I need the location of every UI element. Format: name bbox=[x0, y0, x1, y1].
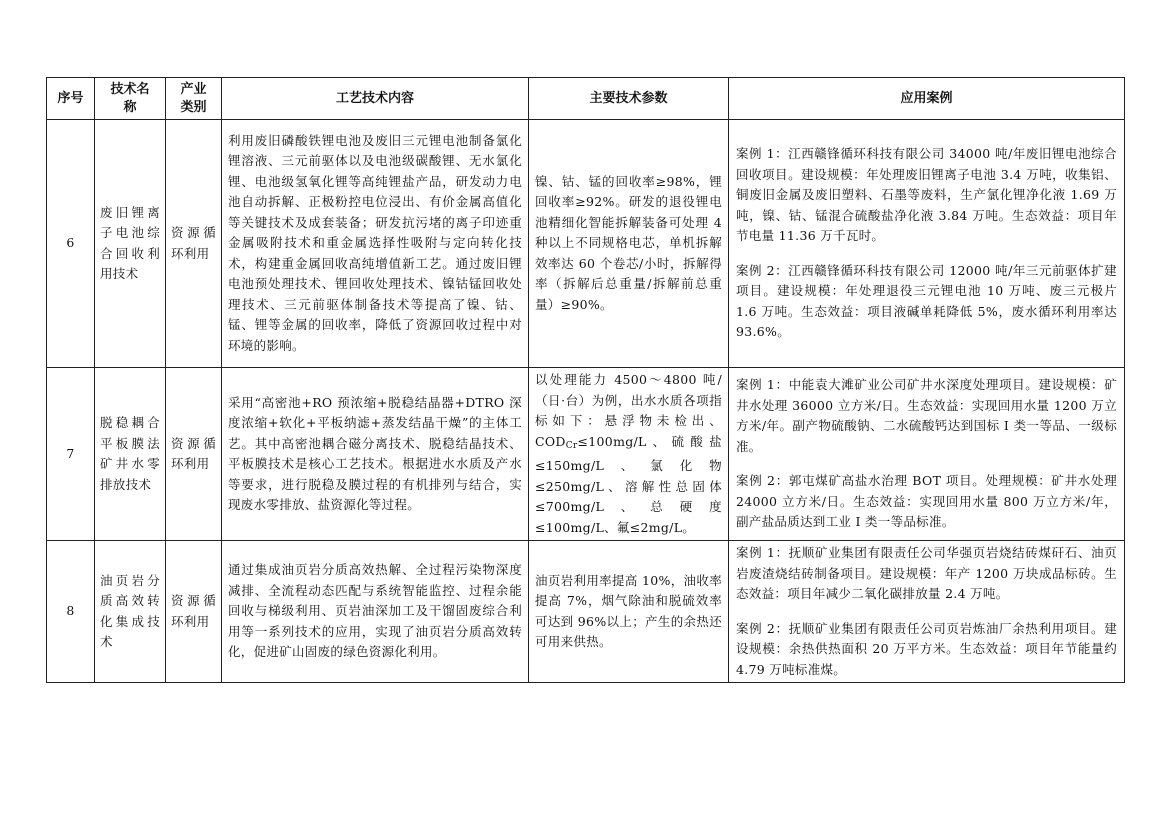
page bbox=[46, 77, 1124, 683]
case-2: 案例 2：抚顺矿业集团有限责任公司页岩炼油厂余热利用项目。建设规模：余热供热面积 20 万平方米。生态效益：项目年节能量约 4.79 万吨标准煤。 bbox=[736, 620, 1117, 677]
application-cases bbox=[729, 541, 1125, 683]
header-params: 主要技术参数 bbox=[529, 78, 729, 120]
header-no: 序号 bbox=[47, 78, 95, 120]
row-number: 7 bbox=[47, 368, 95, 541]
process-content: 利用废旧磷酸铁锂电池及废旧三元锂电池制备氯化锂溶液、三元前驱体以及电池级碳酸锂、无水氯化锂、电池级氢氧化锂等高纯锂盐产品，研发动力电池自动拆解、正极粉控电位浸出、有价金属高值化等关键技术及成套装备；研发抗污堵的离子印迹重金属吸附技术和重金属选择性吸附与定向转化技术，构建重金属回收高纯增值新工艺。通过废旧锂电池预处理技术、锂回收处理技术、镍钴锰回收处理技术、三元前驱体制备技术等提高了镍、钴、锰、锂等金属的回收率，降低了资源回收过程中对环境的影响。 bbox=[222, 120, 529, 368]
table-row bbox=[47, 368, 1125, 541]
case-2: 案例 2：郭屯煤矿高盐水治理 BOT 项目。处理规模：矿井水处理 24000 立方米/日。生态效益：实现回用水量 800 万立方米/年，副产盐品质达到工业 I 类一等品标准。 bbox=[736, 473, 1117, 530]
header-cases: 应用案例 bbox=[729, 78, 1125, 120]
technical-parameters: 油页岩利用率提高 10%，油收率提高 7%，烟气除油和脱硫效率可达到 96%以上；产生的余热还可用来供热。 bbox=[529, 541, 729, 683]
process-content: 采用“高密池+RO 预浓缩+脱稳结晶器+DTRO 深度浓缩+软化+平板纳滤+蒸发结晶干燥”的主体工艺。其中高密池耦合磁分离技术、脱稳结晶技术、平板膜技术是核心工艺技术。根据进水水质及产水等要求，进行脱稳及膜过程的有机排列与结合，实现废水零排放、盐资源化等过程。 bbox=[222, 368, 529, 541]
table-header-row bbox=[47, 78, 1125, 120]
case-2: 案例 2：江西赣锋循环科技有限公司 12000 吨/年三元前驱体扩建项目。建设规模：年处理退役三元锂电池 10 万吨、废三元极片 1.6 万吨。生态效益：项目液碱单耗降低 5%，废水循环利用率达 93.6%。 bbox=[736, 262, 1117, 340]
technology-name: 脱稳耦合平板膜法矿井水零排放技术 bbox=[95, 368, 166, 541]
case-1: 案例 1：中能袁大滩矿业公司矿井水深度处理项目。建设规模：矿井水处理 36000 立方米/日。生态效益：实现回用水量 1200 万立方米/年。副产物硫酸钠、二水硫酸钙达到国标 I 类一等品、一级标准。 bbox=[736, 377, 1117, 454]
row-number: 6 bbox=[47, 120, 95, 368]
industry-category: 资源循环利用 bbox=[166, 368, 222, 541]
technical-parameters: 以处理能力 4500～4800 吨/（日·台）为例，出水水质各项指标如下：悬浮物未检出、$COD_{Cr}\le 100mg/L$、硫酸盐≤150mg/L、氯化物≤250mg/L、溶解性总固体≤700mg/L、总硬度≤100mg/L、氟≤2mg/L。 bbox=[529, 368, 729, 541]
process-content: 通过集成油页岩分质高效热解、全过程污染物深度减排、全流程动态匹配与系统智能监控、过程余能回收与梯级利用、页岩油深加工及干馏固废综合利用等一系列技术的应用，实现了油页岩分质高效转化，促进矿山固废的绿色资源化利用。 bbox=[222, 541, 529, 683]
industry-category: 资源循环利用 bbox=[166, 541, 222, 683]
case-1: 案例 1：江西赣锋循环科技有限公司 34000 吨/年废旧锂电池综合回收项目。建设规模：年处理废旧锂离子电池 3.4 万吨，收集铝、铜废旧金属及废旧塑料、石墨等废料，生产氯化锂净化液 1.69 万吨，镍、钴、锰混合硫酸盐净化液 3.84 万吨。生态效益：项目年节电量 11.36 万千瓦时。 bbox=[736, 146, 1117, 244]
case-1: 案例 1：抚顺矿业集团有限责任公司华强页岩烧结砖煤矸石、油页岩废渣烧结砖制备项目。建设规模：年产 1200 万块成品标砖。生态效益：项目年减少二氧化碳排放量 2.4 万吨。 bbox=[736, 545, 1117, 601]
row-number: 8 bbox=[47, 541, 95, 683]
application-cases bbox=[729, 120, 1125, 368]
technology-name: 油页岩分质高效转化集成技术 bbox=[95, 541, 166, 683]
industry-category: 资源循环利用 bbox=[166, 120, 222, 368]
header-category: 产业类别 bbox=[166, 78, 222, 120]
application-cases bbox=[729, 368, 1125, 541]
header-name: 技术名称 bbox=[95, 78, 166, 120]
technology-name: 废旧锂离子电池综合回收利用技术 bbox=[95, 120, 166, 368]
table-row bbox=[47, 541, 1125, 683]
header-process: 工艺技术内容 bbox=[222, 78, 529, 120]
table-row bbox=[47, 120, 1125, 368]
technical-parameters: 镍、钴、锰的回收率≥98%，锂回收率≥92%。研发的退役锂电池精细化智能拆解装备可处理 4 种以上不同规格电芯，单机拆解效率达 60 个卷芯/小时，拆解得率（拆解后总重量/拆解前总重量）≥90%。 bbox=[529, 120, 729, 368]
technology-catalog-table bbox=[46, 77, 1125, 683]
